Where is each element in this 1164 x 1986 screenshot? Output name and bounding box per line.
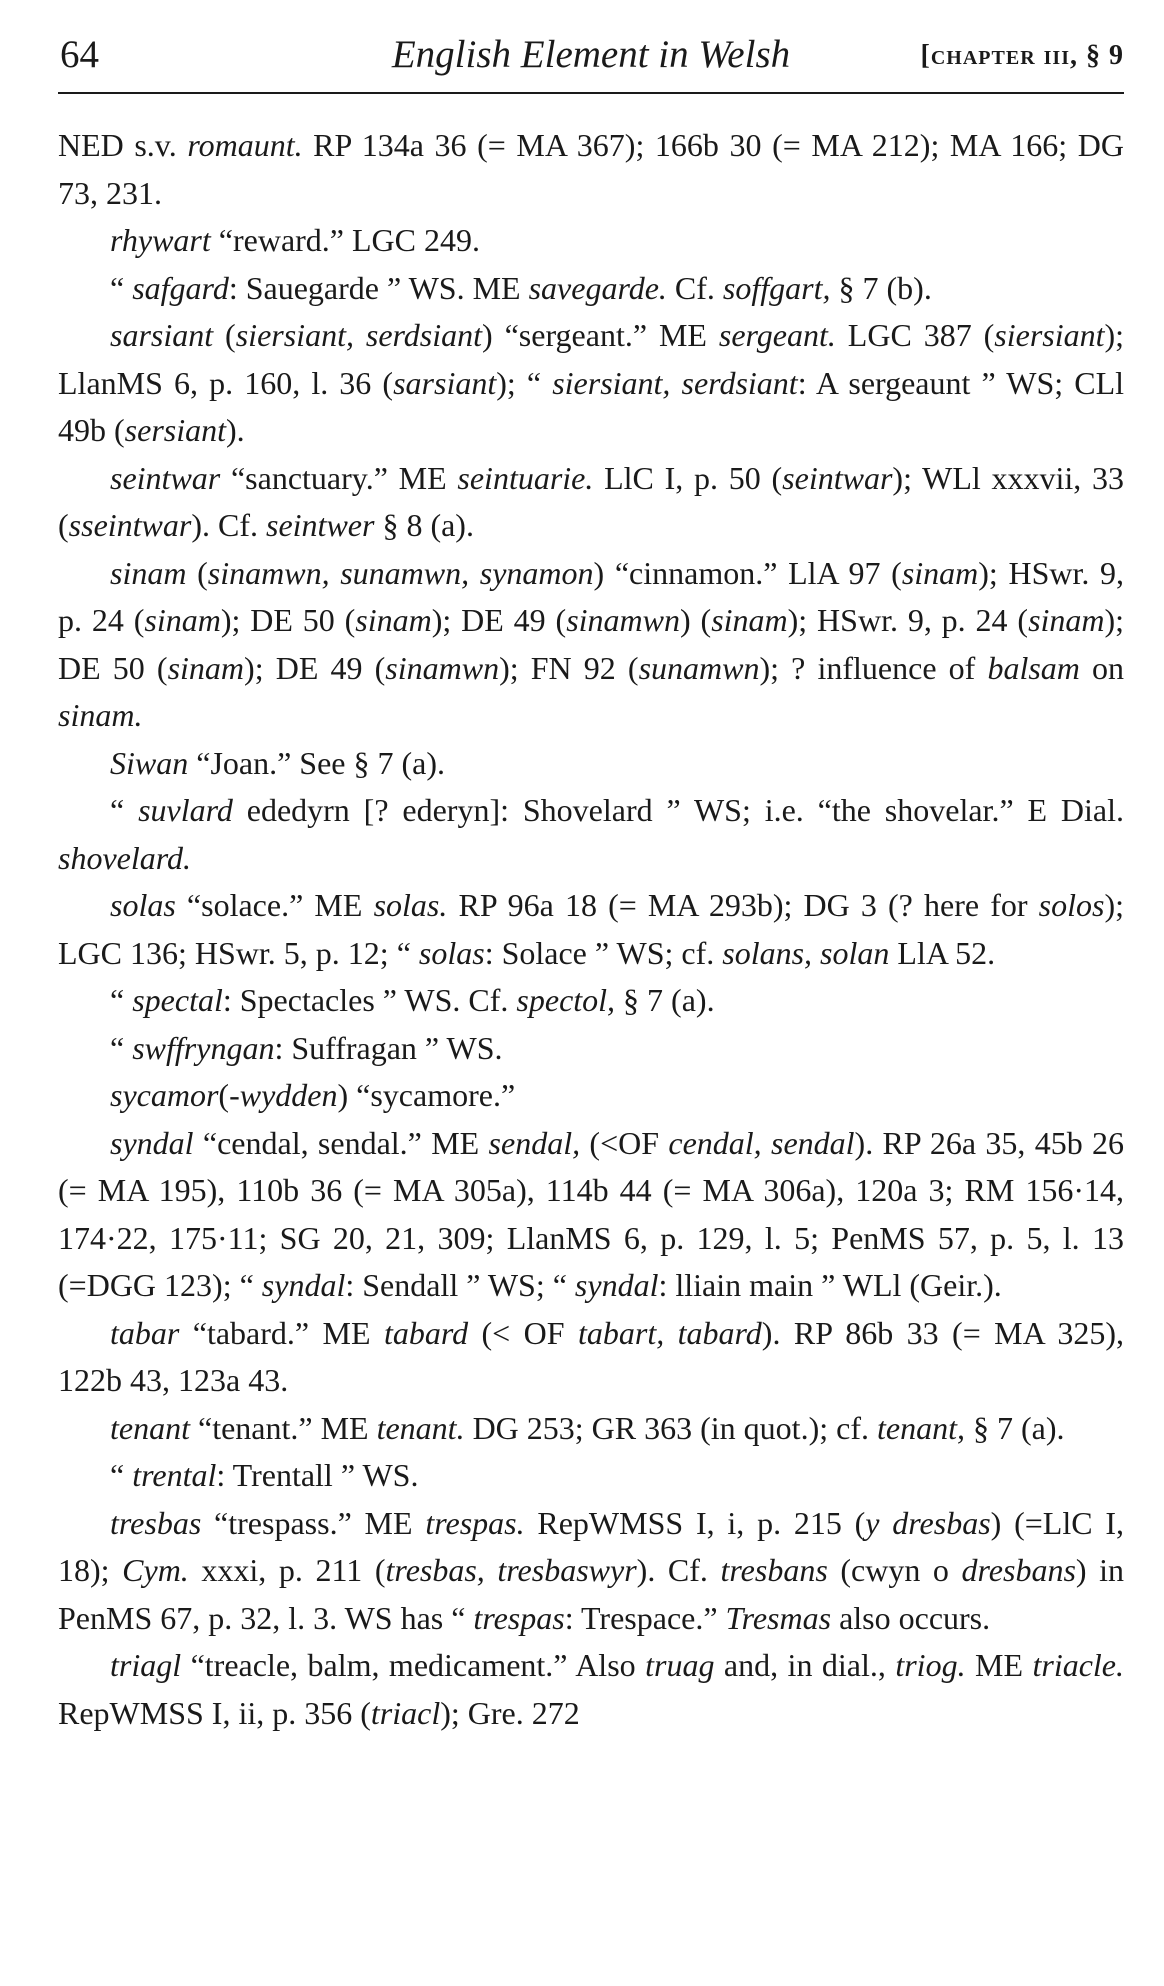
text-run: § 7 (a). (964, 1409, 1065, 1446)
text-run: : Trentall ” WS. (216, 1457, 419, 1493)
italic-term: tresbas, tresbaswyr (385, 1552, 637, 1588)
italic-term: tenant. (376, 1409, 465, 1446)
italic-term: triacl (370, 1694, 441, 1731)
italic-term: sarsiant (393, 364, 497, 401)
italic-term: Tresmas (725, 1599, 832, 1636)
text-run: ); LGC 136; HSwr. 5, p. 12; “ (58, 887, 1125, 971)
text-run: “solace.” ME (175, 887, 374, 923)
entry-paragraph (58, 1025, 1124, 1073)
entry-paragraph (58, 312, 1124, 455)
italic-term: seintwer (266, 507, 375, 543)
italic-term: solas. (373, 887, 448, 923)
text-run: “tenant.” ME (189, 1409, 377, 1446)
chapter-reference: [chapter iii, § 9 (920, 40, 1124, 71)
italic-term: suvlard (138, 792, 233, 828)
entry-paragraph (58, 122, 1124, 217)
italic-term: tabart, tabard (577, 1314, 762, 1351)
text-run: : Spectacles ” WS. Cf. (222, 982, 517, 1018)
italic-term: sinamwn, sunamwn, synamon (207, 554, 594, 591)
italic-term: tresbas (110, 1504, 202, 1541)
italic-term: sunamwn (638, 649, 760, 686)
text-run: “ (110, 1029, 133, 1066)
italic-term: seintwar (110, 459, 221, 496)
italic-term: sinam (901, 554, 979, 591)
text-run: LlC I, p. 50 ( (593, 459, 783, 496)
italic-term: y dresbas (865, 1504, 991, 1541)
text-run: LlA 52. (889, 934, 996, 971)
italic-term: seintwar (782, 459, 893, 496)
text-run: : Sauegarde ” WS. ME (228, 269, 529, 306)
text-run: ) “cinnamon.” LlA 97 ( (593, 554, 902, 591)
italic-term: sinam (711, 602, 788, 638)
italic-term: spectol, (516, 982, 616, 1018)
italic-term: sinamwn (385, 649, 500, 686)
italic-term: sendal, (488, 1124, 581, 1161)
entry-paragraph (58, 550, 1124, 740)
italic-term: -wydden (229, 1077, 338, 1113)
text-run: : Sendall ” WS; “ (345, 1267, 575, 1303)
italic-term: shovelard. (58, 839, 192, 876)
text-run: : Suffragan ” WS. (274, 1029, 503, 1066)
text-run: ) in PenMS 67, p. 32, l. 3. WS has “ (58, 1552, 1125, 1636)
text-run: ); DE 49 ( (244, 649, 386, 686)
italic-term: romaunt. (187, 127, 303, 163)
italic-term: seintuarie. (457, 459, 594, 496)
italic-term: tenant, (876, 1409, 965, 1446)
italic-term: siersiant, serdsiant (235, 317, 483, 353)
italic-term: sinam. (58, 697, 143, 733)
text-run: “reward.” LGC 249. (210, 222, 480, 258)
italic-term: syndal (261, 1267, 346, 1303)
text-run: : A sergeaunt ” WS; CLl 49b ( (58, 364, 1125, 448)
italic-term: triog. (895, 1647, 966, 1683)
page-number: 64 (60, 33, 99, 76)
text-run: xxxi, p. 211 ( (188, 1552, 386, 1588)
entry-paragraph (58, 1405, 1124, 1453)
text-run: ). RP 86b 33 (= MA 325), 122b 43, 123a 43. (58, 1314, 1125, 1398)
text-run: ); DE 50 ( (58, 602, 1125, 686)
entry-paragraph (58, 455, 1124, 550)
italic-term: tenant (110, 1409, 190, 1446)
italic-term: sycamor (110, 1077, 219, 1113)
text-run: (< OF (468, 1314, 578, 1351)
italic-term: dresbans (961, 1552, 1076, 1588)
italic-term: tabar (110, 1314, 180, 1351)
italic-term: rhywart (110, 222, 211, 258)
entry-paragraph (58, 740, 1124, 788)
text-run: RP 96a 18 (= MA 293b); DG 3 (? here for (447, 887, 1039, 923)
italic-term: tabard (383, 1314, 469, 1351)
text-run: ); FN 92 ( (499, 649, 639, 686)
entry-paragraph (58, 1500, 1124, 1643)
entry-paragraph (58, 217, 1124, 265)
text-run: on (1079, 649, 1125, 686)
text-run: RepWMSS I, ii, p. 356 ( (58, 1694, 371, 1731)
italic-term: solos (1038, 887, 1105, 923)
italic-term: sinam (1028, 602, 1105, 638)
text-run: “Joan.” See § 7 (a). (188, 744, 446, 781)
text-run: “ (110, 982, 133, 1018)
italic-term: swffryngan (132, 1029, 275, 1066)
entry-paragraph (58, 1072, 1124, 1120)
text-run: (cwyn o (827, 1552, 962, 1588)
text-run: ). (226, 412, 245, 448)
italic-term: syndal (110, 1124, 194, 1161)
italic-term: syndal (574, 1267, 659, 1303)
text-run: and, in dial., (714, 1647, 896, 1683)
text-run: ); Gre. 272 (440, 1694, 580, 1731)
entry-paragraph (58, 1452, 1124, 1500)
italic-term: sinam (355, 602, 432, 638)
text-run: “ (110, 269, 133, 306)
text-run: NED s.v. (58, 127, 188, 163)
text-run: LGC 387 ( (835, 317, 995, 353)
text-run: ); “ (496, 364, 553, 401)
text-run: § 7 (b). (830, 269, 932, 306)
italic-term: solas (110, 887, 176, 923)
text-run: “sanctuary.” ME (220, 459, 458, 496)
italic-term: balsam (987, 649, 1080, 686)
text-run: : Solace ” WS; cf. (484, 934, 723, 971)
text-run: “cendal, sendal.” ME (193, 1124, 489, 1161)
italic-term: cendal, sendal (668, 1124, 855, 1161)
entry-paragraph (58, 1120, 1124, 1310)
italic-term: solas (418, 934, 485, 971)
italic-term: trental (132, 1457, 217, 1493)
text-run: § 7 (a). (615, 982, 715, 1018)
text-run: ) (=LlC I, 18); (58, 1504, 1124, 1588)
text-run: ) “sergeant.” ME (482, 317, 719, 353)
text-run: RP 134a 36 (= MA 367); 166b 30 (= MA 212); MA 166; DG 73, 231. (58, 127, 1125, 211)
text-run: ); DE 49 ( (431, 602, 567, 638)
text-run: ededyrn [? ederyn]: Shovelard ” WS; i.e. “the shovelar.” E Dial. (232, 792, 1124, 828)
italic-term: trespas (473, 1599, 565, 1636)
text-run: ME (965, 1647, 1033, 1683)
italic-term: Siwan (110, 744, 189, 781)
text-run: ); HSwr. 9, p. 24 ( (58, 554, 1125, 638)
text-run: ) “sycamore.” (337, 1077, 516, 1113)
running-header (58, 30, 1124, 94)
text-run: DG 253; GR 363 (in quot.); cf. (464, 1409, 877, 1446)
entry-paragraph (58, 977, 1124, 1025)
entry-paragraph (58, 265, 1124, 313)
text-run: ) ( (680, 602, 712, 638)
text-run: ). Cf. (636, 1552, 721, 1588)
text-run: ). Cf. (191, 507, 266, 543)
text-run: “treacle, balm, medicament.” Also (181, 1647, 646, 1683)
text-run: ); LlanMS 6, p. 160, l. 36 ( (58, 317, 1125, 401)
text-run: ( (213, 317, 236, 353)
italic-term: truag (645, 1647, 715, 1683)
italic-term: sinam (110, 554, 187, 591)
italic-term: spectal (132, 982, 223, 1018)
italic-term: safgard (132, 269, 229, 306)
italic-term: tresbans (720, 1552, 828, 1588)
italic-term: sinam (167, 649, 245, 686)
text-run: “trespass.” ME (201, 1504, 426, 1541)
text-run: ); HSwr. 9, p. 24 ( (787, 602, 1029, 638)
text-run: also occurs. (831, 1599, 991, 1636)
italic-term: soffgart, (722, 269, 831, 306)
entry-paragraph (58, 1642, 1124, 1737)
entry-paragraph (58, 787, 1124, 882)
text-run: “ (110, 1457, 133, 1493)
text-run: : lliain main ” WLl (Geir.). (658, 1267, 1002, 1303)
text-run: “tabard.” ME (179, 1314, 384, 1351)
text-run: “ (110, 792, 139, 828)
italic-term: sinamwn (566, 602, 680, 638)
italic-term: siersiant, serdsiant (552, 364, 798, 401)
running-title: English Element in Welsh (391, 33, 791, 76)
italic-term: triacle. (1032, 1647, 1124, 1683)
entry-paragraph (58, 882, 1124, 977)
italic-term: sarsiant (110, 317, 214, 353)
text-run: RepWMSS I, i, p. 215 ( (524, 1504, 866, 1541)
text-run: : Trespace.” (564, 1599, 726, 1636)
text-run: ); WLl xxxvii, 33 ( (58, 459, 1125, 543)
text-run: ); DE 50 ( (220, 602, 356, 638)
text-run: (<OF (580, 1124, 669, 1161)
text-run: ( (186, 554, 208, 591)
italic-term: sersiant (124, 412, 226, 448)
text-run: ( (218, 1077, 230, 1113)
text-run: ). RP 26a 35, 45b 26 (= MA 195), 110b 36 (= MA 305a), 114b 44 (= MA 306a), 120a 3; RM 156·14, 174·22, 175·11; SG 20, 21, 309; LlanMS 6, p. 129, l. 5; PenMS 57, p. 5, l. 13 (=DGG 123); “ (58, 1124, 1125, 1303)
italic-term: sseintwar (68, 507, 192, 543)
italic-term: solans, solan (722, 934, 890, 971)
page-body (58, 122, 1124, 1737)
italic-term: triagl (110, 1647, 182, 1683)
italic-term: Cym. (122, 1552, 189, 1588)
text-run: Cf. (666, 269, 723, 306)
text-run: ); ? influence of (759, 649, 988, 686)
entry-paragraph (58, 1310, 1124, 1405)
italic-term: sinam (144, 602, 221, 638)
italic-term: trespas. (425, 1504, 525, 1541)
italic-term: sergeant. (718, 317, 836, 353)
italic-term: siersiant (994, 317, 1105, 353)
italic-term: savegarde. (528, 269, 667, 306)
text-run: § 8 (a). (374, 507, 474, 543)
